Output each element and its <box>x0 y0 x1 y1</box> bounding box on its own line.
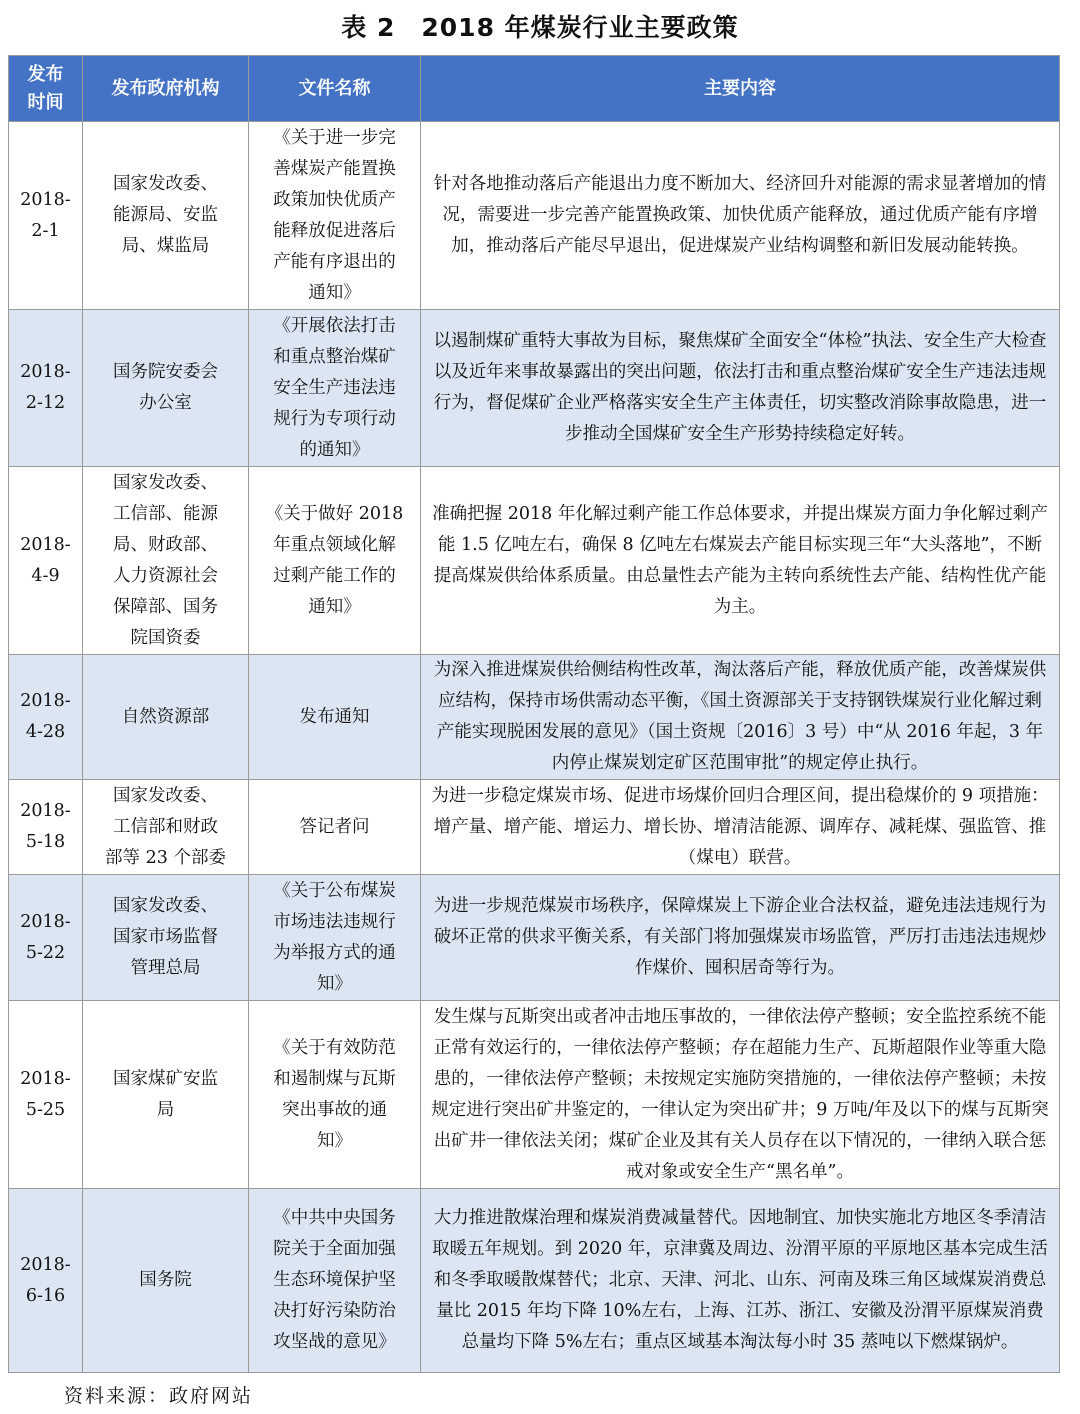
table-row <box>9 1001 1060 1189</box>
table-row <box>9 467 1060 655</box>
row-date: 2018- 5-25 <box>9 1001 83 1189</box>
row-content: 发生煤与瓦斯突出或者冲击地压事故的，一律依法停产整顿；安全监控系统不能正常有效运行的，一律依法停产整顿；存在超能力生产、瓦斯超限作业等重大隐患的，一律依法停产整顿；未按规定实施防突措施的，一律依法停产整顿；未按规定进行突出矿井鉴定的，一律认定为突出矿井；9 万吨/年及以下的煤与瓦斯突出矿井一律依法关闭；煤矿企业及其有关人员存在以下情况的，一律纳入联合惩戒对象或安全生产“黑名单”。 <box>421 1001 1060 1189</box>
policy-table <box>8 55 1060 1373</box>
table-row <box>9 310 1060 467</box>
row-agency: 国家发改委、 能源局、安监 局、煤监局 <box>83 122 249 310</box>
row-document: 《关于有效防范 和遏制煤与瓦斯 突出事故的通 知》 <box>249 1001 421 1189</box>
row-agency: 自然资源部 <box>83 655 249 780</box>
row-date: 2018- 2-1 <box>9 122 83 310</box>
row-date: 2018- 4-28 <box>9 655 83 780</box>
row-date: 2018- 4-9 <box>9 467 83 655</box>
row-date: 2018- 5-22 <box>9 875 83 1001</box>
row-agency: 国家煤矿安监 局 <box>83 1001 249 1189</box>
row-document: 《关于做好 2018 年重点领域化解 过剩产能工作的 通知》 <box>249 467 421 655</box>
row-content: 为进一步稳定煤炭市场、促进市场煤价回归合理区间，提出稳煤价的 9 项措施：增产量、增产能、增运力、增长协、增清洁能源、调库存、减耗煤、强监管、推（煤电）联营。 <box>421 780 1060 875</box>
row-document: 《关于公布煤炭 市场违法违规行 为举报方式的通 知》 <box>249 875 421 1001</box>
row-agency: 国家发改委、 工信部和财政 部等 23 个部委 <box>83 780 249 875</box>
row-content: 大力推进散煤治理和煤炭消费减量替代。因地制宜、加快实施北方地区冬季清洁取暖五年规划。到 2020 年，京津冀及周边、汾渭平原的平原地区基本完成生活和冬季取暖散煤替代；北京、天津、河北、山东、河南及珠三角区域煤炭消费总量比 2015 年均下降 10%左右，上海、江苏、浙江、安徽及汾渭平原煤炭消费总量均下降 5%左右；重点区域基本淘汰每小时 35 蒸吨以下燃煤锅炉。 <box>421 1189 1060 1373</box>
row-content: 以遏制煤矿重特大事故为目标，聚焦煤矿全面安全“体检”执法、安全生产大检查以及近年来事故暴露出的突出问题，依法打击和重点整治煤矿安全生产违法违规行为，督促煤矿企业严格落实安全生产主体责任，切实整改消除事故隐患，进一步推动全国煤矿安全生产形势持续稳定好转。 <box>421 310 1060 467</box>
row-document: 发布通知 <box>249 655 421 780</box>
row-document: 《开展依法打击 和重点整治煤矿 安全生产违法违 规行为专项行动 的通知》 <box>249 310 421 467</box>
row-document: 《中共中央国务 院关于全面加强 生态环境保护坚 决打好污染防治 攻坚战的意见》 <box>249 1189 421 1373</box>
row-date: 2018- 2-12 <box>9 310 83 467</box>
table-title: 表 2 2018 年煤炭行业主要政策 <box>341 13 739 42</box>
row-agency: 国务院安委会 办公室 <box>83 310 249 467</box>
table-row <box>9 1189 1060 1373</box>
row-content: 为深入推进煤炭供给侧结构性改革，淘汰落后产能，释放优质产能，改善煤炭供应结构，保持市场供需动态平衡，《国土资源部关于支持钢铁煤炭行业化解过剩产能实现脱困发展的意见》（国土资规〔2016〕3 号）中“从 2016 年起，3 年内停止煤炭划定矿区范围审批”的规定停止执行。 <box>421 655 1060 780</box>
row-content: 准确把握 2018 年化解过剩产能工作总体要求，并提出煤炭方面力争化解过剩产能 1.5 亿吨左右，确保 8 亿吨左右煤炭去产能目标实现三年“大头落地”，不断提高煤炭供给体系质量。由总量性去产能为主转向系统性去产能、结构性优产能为主。 <box>421 467 1060 655</box>
header-agency: 发布政府机构 <box>83 56 249 122</box>
row-content: 针对各地推动落后产能退出力度不断加大、经济回升对能源的需求显著增加的情况，需要进一步完善产能置换政策、加快优质产能释放，通过优质产能有序增加，推动落后产能尽早退出，促进煤炭产业结构调整和新旧发展动能转换。 <box>421 122 1060 310</box>
row-date: 2018- 6-16 <box>9 1189 83 1373</box>
row-content: 为进一步规范煤炭市场秩序，保障煤炭上下游企业合法权益，避免违法违规行为破坏正常的供求平衡关系，有关部门将加强煤炭市场监管，严厉打击违法违规炒作煤价、囤积居奇等行为。 <box>421 875 1060 1001</box>
table-header-row <box>9 56 1060 122</box>
header-content: 主要内容 <box>421 56 1060 122</box>
table-row <box>9 655 1060 780</box>
header-date: 发布 时间 <box>9 56 83 122</box>
row-document: 答记者问 <box>249 780 421 875</box>
source-note: 资料来源：政府网站 <box>64 1385 254 1407</box>
row-agency: 国务院 <box>83 1189 249 1373</box>
row-document: 《关于进一步完 善煤炭产能置换 政策加快优质产 能释放促进落后 产能有序退出的 通知》 <box>249 122 421 310</box>
table-row <box>9 875 1060 1001</box>
header-document: 文件名称 <box>249 56 421 122</box>
table-row <box>9 780 1060 875</box>
row-date: 2018- 5-18 <box>9 780 83 875</box>
row-agency: 国家发改委、 国家市场监督 管理总局 <box>83 875 249 1001</box>
table-row <box>9 122 1060 310</box>
row-agency: 国家发改委、 工信部、能源 局、财政部、 人力资源社会 保障部、国务 院国资委 <box>83 467 249 655</box>
